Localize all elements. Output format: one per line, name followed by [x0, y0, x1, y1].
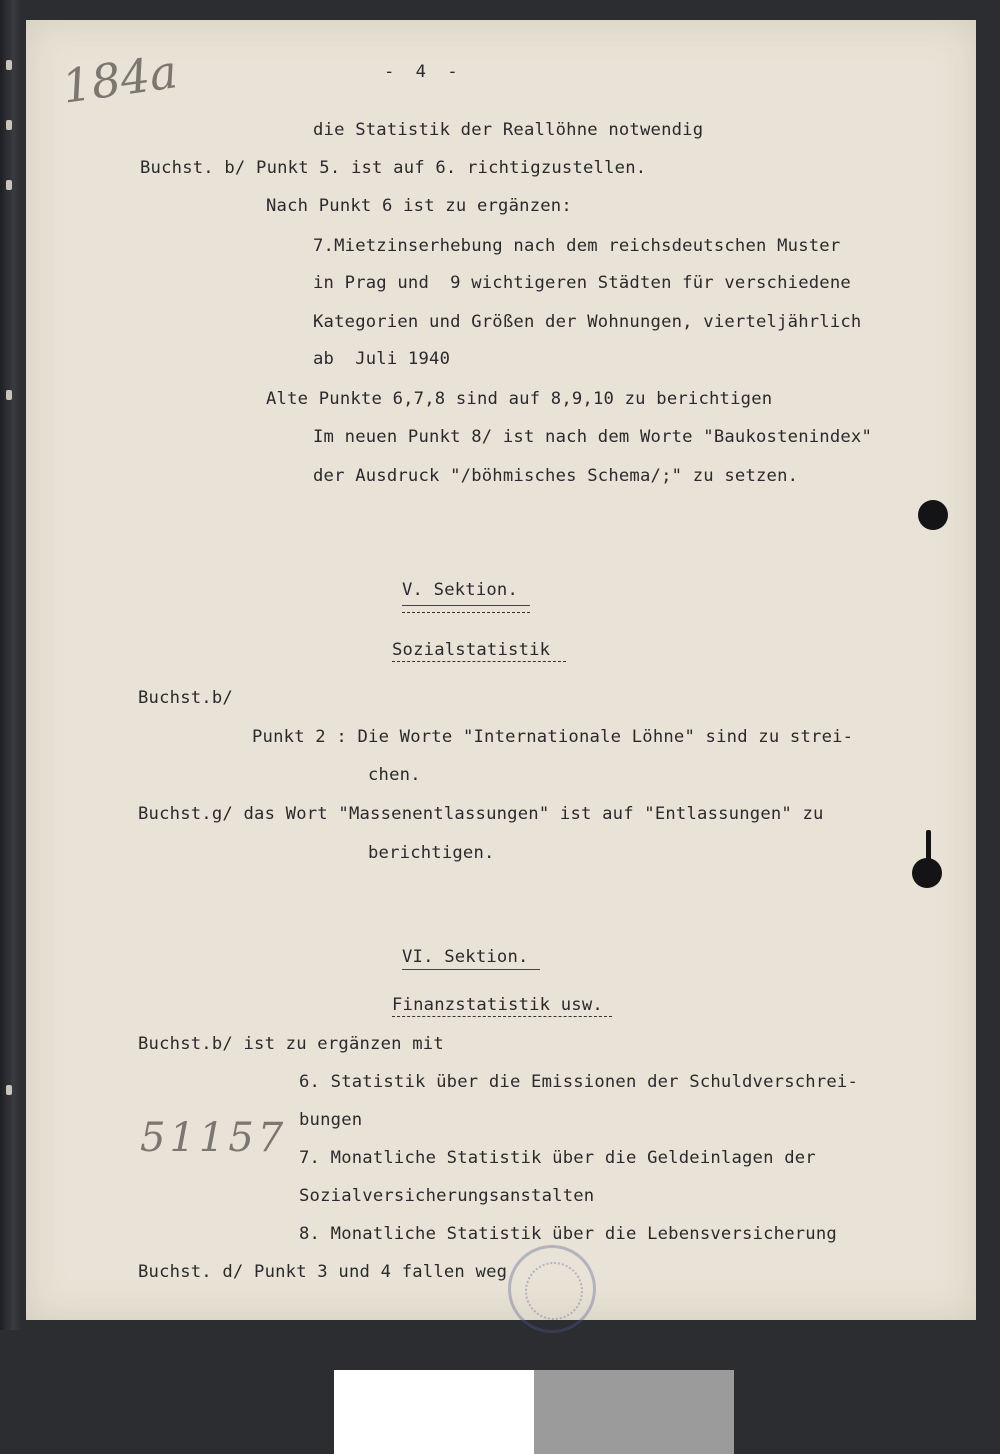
binding-edge [0, 0, 22, 1330]
text-line: Im neuen Punkt 8/ ist nach dem Worte "Baukostenindex" [313, 427, 873, 447]
text-line: bungen [299, 1110, 363, 1130]
pencil-archive-number: 184a [58, 44, 181, 114]
text-line: Nach Punkt 6 ist zu ergänzen: [266, 196, 572, 216]
text-line: Buchst.b/ [138, 688, 233, 708]
subheading-underline [392, 661, 566, 662]
section-subheading: Finanzstatistik usw. [392, 995, 603, 1015]
section-heading: VI. Sektion. [402, 947, 529, 967]
heading-underline [402, 605, 530, 606]
text-line: Sozialversicherungsanstalten [299, 1186, 595, 1206]
section-heading: V. Sektion. [402, 580, 519, 600]
text-line: Alte Punkte 6,7,8 sind auf 8,9,10 zu berichtigen [266, 389, 773, 409]
text-line: 8. Monatliche Statistik über die Lebensversicherung [299, 1224, 837, 1244]
text-line: Punkt 2 : Die Worte "Internationale Löhne" sind zu strei- [252, 727, 854, 747]
text-line: Buchst. b/ Punkt 5. ist auf 6. richtigzustellen. [140, 158, 647, 178]
text-line: chen. [368, 765, 421, 785]
binding-hole [6, 60, 12, 70]
binding-hole [6, 120, 12, 130]
binding-hole [6, 1085, 12, 1095]
text-line: der Ausdruck "/böhmisches Schema/;" zu setzen. [313, 466, 799, 486]
archive-stamp [508, 1245, 596, 1333]
text-line: ab Juli 1940 [313, 349, 451, 369]
text-line: Buchst.g/ das Wort "Massenentlassungen" ist auf "Entlassungen" zu [138, 804, 824, 824]
text-line: in Prag und 9 wichtigeren Städten für verschiedene [313, 273, 851, 293]
text-line: Buchst.b/ ist zu ergänzen mit [138, 1034, 444, 1054]
heading-underline [402, 969, 540, 970]
text-line: Buchst. d/ Punkt 3 und 4 fallen weg [138, 1262, 508, 1282]
pencil-folio-number: 51157 [140, 1115, 288, 1161]
text-line: 7.Mietzinserhebung nach dem reichsdeutschen Muster [313, 236, 841, 256]
subheading-underline [392, 1016, 612, 1017]
calibration-grey-card [534, 1370, 734, 1454]
heading-underline [402, 612, 530, 613]
section-subheading: Sozialstatistik [392, 640, 551, 660]
ink-stroke [926, 830, 931, 864]
text-line: die Statistik der Reallöhne notwendig [313, 120, 704, 140]
text-line: Kategorien und Größen der Wohnungen, vierteljährlich [313, 312, 862, 332]
text-line: 7. Monatliche Statistik über die Geldeinlagen der [299, 1148, 816, 1168]
calibration-white-card [334, 1370, 534, 1454]
page-number: - 4 - [384, 62, 458, 82]
text-line: 6. Statistik über die Emissionen der Schuldverschrei- [299, 1072, 859, 1092]
ink-blot [918, 500, 948, 530]
binding-hole [6, 180, 12, 190]
binding-hole [6, 390, 12, 400]
text-line: berichtigen. [368, 843, 495, 863]
